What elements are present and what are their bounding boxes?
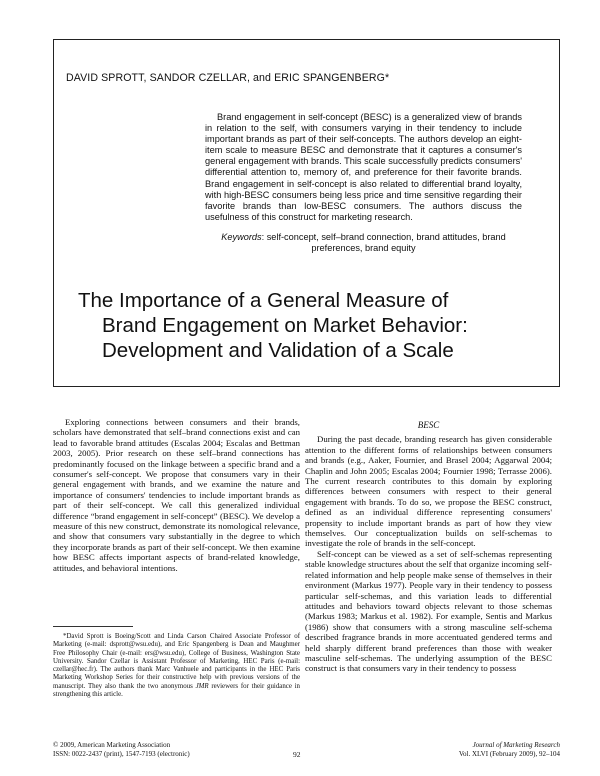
author-list: DAVID SPROTT, SANDOR CZELLAR, and ERIC SPANGENBERG* — [66, 72, 390, 84]
issn: ISSN: 0022-2437 (print), 1547-7193 (electronic) — [53, 750, 190, 758]
journal-name: Journal of Marketing Research — [472, 741, 560, 749]
title-line-3: Development and Validation of a Scale — [102, 339, 454, 362]
footnote-text-1: *David Sprott is Boeing/Scott and Linda Carson Chaired Associate Professor of Marketing (e-mail: dsprott@wsu.edu), and Eric Spangenberg is Dean and Maughmer Free Philosophy Chair (e-mail: ers@wsu.edu), College of Business, Washington State University. Sandor Czellar is Assistant Professor of Marketing, HEC Paris (e-mail: czellar@hec.fr). The authors thank Marc Vanhuele and participants in the HEC Paris Marketing Workshop Series for their constructive help with previous versions of the manuscript. They also thank the two anonymous — [53, 633, 300, 690]
abstract-text: Brand engagement in self-concept (BESC) is a generalized view of brands in relation to the self, with consumers varying in their tendency to include important brands as part of their self-concepts. The authors develop an eight-item scale to measure BESC and demonstrate that it captures a consumer's general engagement with brands. This scale successfully predicts consumers' differential attention to, memory of, and preference for their favorite brands. Brand engagement in self-concept is also related to differential brand loyalty, with high-BESC consumers being less price and time sensitive regarding their favorite brands than low-BESC consumers. The authors discuss the usefulness of this construct for marketing research. — [205, 112, 522, 222]
footnote-rule — [53, 626, 133, 627]
copyright: © 2009, American Marketing Association — [53, 741, 171, 749]
keywords-label: Keywords — [221, 231, 262, 242]
footnote-journal: JMR — [195, 682, 209, 690]
abstract — [205, 112, 522, 254]
left-column — [53, 417, 300, 573]
page-number: 92 — [293, 750, 301, 759]
footer-right — [459, 741, 560, 759]
right-column — [305, 420, 552, 674]
footnote-text-2: reviewers for their guidance in strengthening this article. — [53, 682, 300, 698]
keywords — [205, 232, 522, 254]
volume-info: Vol. XLVI (February 2009), 92–104 — [458, 750, 560, 758]
body-paragraph-2: Self-concept can be viewed as a set of self-schemas representing stable knowledge structures about the self that organize incoming self-related information and help people make sense of themselves in their environment (Markus 1977). People vary in their tendency to possess particular self-schemas, and this variation leads to differential attitudes and behaviors toward objects relevant to those schemas (Markus 1983; Markus et al. 1982). For example, Sentis and Markus (1986) show that consumers with a strong masculine self-schema described fragrance brands in more accentuated gendered terms and held sharply different brand preferences than those with weaker masculine self-schemas. The underlying assumption of the BESC construct is that consumers vary in their tendency to possess — [305, 548, 552, 674]
body-paragraph-1: During the past decade, branding research has given considerable attention to the different forms of relationships between consumers and brands (e.g., Aaker, Fournier, and Brasel 2004; Aggarwal 2004; Chaplin and John 2005; Escalas 2004; Fournier 1998; Terrasse 2006). The current research contributes to this domain by exploring differences between consumers with respect to their general engagement with brands. To do so, we propose the BESC construct, defined as an individual difference representing consumers' propensity to include important brands as part of how they view themselves. Our conceptualization builds on self-schemas to investigate the role of brands in the self-concept. — [305, 434, 552, 549]
title-line-2: Brand Engagement on Market Behavior: — [102, 314, 468, 337]
title-line-1: The Importance of a General Measure of — [78, 289, 449, 312]
author-footnote — [53, 633, 300, 699]
section-heading: BESC — [417, 420, 440, 430]
footer-left — [53, 741, 190, 759]
intro-paragraph: Exploring connections between consumers and their brands, scholars have demonstrated that self–brand connections exist and can lead to favorable brand attitudes (Escalas 2004; Escalas and Bettman 2003, 2005). Prior research on these self–brand connections has predominantly focused on the linkage between a specific brand and a consumer's self-concept. We propose that consumers vary in their general engagement with brands, and we examine the nature and importance of consumers' tendencies to include important brands as part of their self-concept. We call this generalized individual difference “brand engagement in self-concept” (BESC). We develop a measure of this new construct, demonstrate its nomological relevance, and show that consumers vary substantially in the degree to which they incorporate brands as part of their self-concept. We then examine how BESC affects important aspects of brand-related knowledge, attitudes, and behavioral intentions. — [53, 417, 300, 573]
keywords-text: : self-concept, self–brand connection, brand attitudes, brand preferences, brand equity — [261, 231, 506, 254]
article-title — [78, 288, 548, 363]
